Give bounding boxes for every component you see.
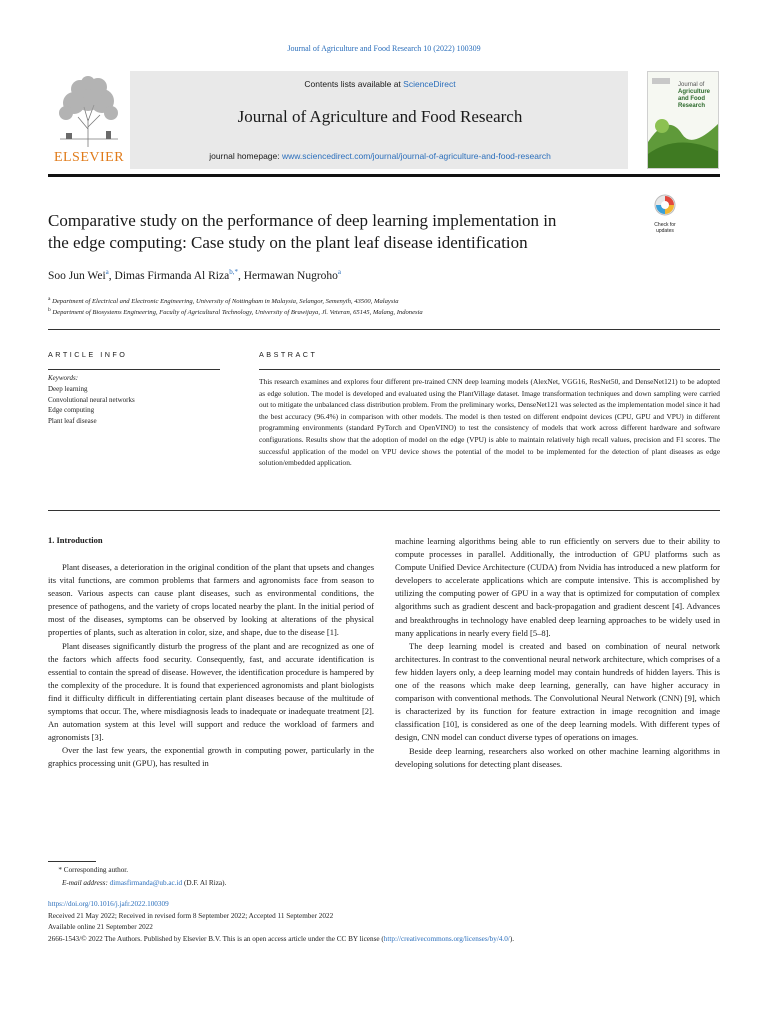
paper-title	[48, 210, 638, 254]
section-heading: 1. Introduction	[48, 535, 103, 545]
email-note	[62, 879, 226, 887]
homepage-link[interactable]: www.sciencedirect.com/journal/journal-of-agriculture-and-food-research	[281, 151, 551, 161]
received-dates: Received 21 May 2022; Received in revised form 8 September 2022; Accepted 11 September 2022	[48, 911, 334, 920]
check-for-updates-button[interactable]	[650, 193, 680, 233]
paragraph: Over the last few years, the exponential growth in computing power, particularly in the graphics processing unit (GPU), has resulted in	[48, 745, 374, 769]
body-column-left	[48, 561, 374, 771]
paragraph: Plant diseases significantly disturb the progress of the plant and are recognized as one of the factors which affects food security. Consequently, fast, and accurate identification is essential to contain the spread of disease. However, the identification procedure is hampered by the complexity of the procedure. It is found that experienced agronomists and plant biologists find it difficulty difficult in differentiating certain plant diseases because of the multitude of symptoms that occur. The, where misdiagnosis leads to inadequate or inadequate treatment [2]. An automation system at this level will support and reduce the workload of farmers and agronomists [3].	[48, 640, 374, 743]
tree-icon	[48, 71, 130, 151]
license-line	[48, 934, 514, 946]
elsevier-wordmark: ELSEVIER	[53, 150, 125, 165]
author-list: Soo Jun Wei$^a$, Dimas Firmanda Al Riza$^{b,*}$, Hermawan Nugroho$^a$	[48, 268, 342, 282]
affiliation	[48, 307, 423, 316]
keyword: Deep learning	[48, 385, 88, 393]
article-info-heading: ARTICLE INFO	[48, 350, 128, 359]
journal-cover[interactable]	[647, 71, 719, 169]
affiliation	[48, 296, 399, 305]
cover-title	[678, 82, 710, 110]
corresponding-author-note	[48, 866, 128, 874]
divider	[48, 510, 720, 511]
abstract-heading: ABSTRACT	[259, 350, 318, 359]
affiliation-sup: b	[48, 307, 51, 313]
affiliation-sup: a	[48, 296, 51, 302]
divider	[48, 329, 720, 330]
keyword: Edge computing	[48, 406, 95, 414]
divider	[259, 369, 720, 370]
paragraph: The deep learning model is created and based on combination of neural network architectures. In contrast to the conventional neural network architecture, which comprises of a few hidden layers only, a deep learning model may contain hundreds of hidden layers. This is one of the reasons which make deep learning, generally, can have higher accuracy in comparison with conventional methods. The Convolutional Neural Network (CNN) [9], which is characterized by its function for feature extraction in image recognition and image classification [10], is considered as one of the deep learning models. With different types of design, CNN model can conduct diverse types of operations on images.	[395, 640, 720, 743]
header-divider	[48, 174, 720, 177]
cover-title-line: and Food	[678, 96, 705, 102]
keywords-label: Keywords:	[48, 374, 79, 382]
title-line-2: the edge computing: Case study on the plant leaf disease identification	[48, 233, 528, 252]
author-sup[interactable]: a	[105, 268, 109, 276]
email-link[interactable]: dimasfirmanda@ub.ac.id	[109, 879, 183, 887]
divider	[48, 369, 220, 370]
email-label: E-mail address:	[62, 879, 110, 887]
author-name[interactable]: Dimas Firmanda Al Riza	[114, 269, 230, 282]
article-history	[48, 899, 514, 945]
license-link[interactable]: http://creativecommons.org/licenses/by/4.0/	[383, 934, 510, 943]
doi-link[interactable]: https://doi.org/10.1016/j.jafr.2022.100309	[48, 900, 169, 908]
footnote-divider	[48, 861, 96, 862]
keyword-list	[48, 384, 135, 426]
crossmark-label	[650, 222, 680, 234]
body-column-right	[395, 535, 720, 771]
journal-reference[interactable]: Journal of Agriculture and Food Research 10 (2022) 100309	[287, 44, 481, 53]
keyword: Convolutional neural networks	[48, 395, 135, 404]
cover-title-line: Journal of	[678, 82, 705, 88]
crossmark-label-1: Check for	[654, 222, 676, 228]
paragraph: machine learning algorithms being able to run efficiently on servers due to their ability to compute processes in parallel. Additionally, the introduction of GPU platforms such as Compute Unified Device Architecture (CUDA) from Nvidia has introduced a new platform for developers to accelerate applications which are compute intensive. This is accomplished by utilizing the computing power of GPU in a way that is optimized for computation of complex algorithms such as gradient descent and back-propagation and gradient descent [4]. Advances and breakthroughs in technology have enabled deep learning approaches to be widely used in many applications in nearly every field [5–8].	[395, 536, 720, 638]
license-suffix: ).	[509, 934, 515, 943]
paragraph: Beside deep learning, researchers also worked on other machine learning algorithms in developing solutions for detecting plant diseases.	[395, 745, 720, 769]
cover-title-line: Agriculture	[678, 89, 711, 95]
corresponding-text: Corresponding author.	[63, 866, 129, 874]
contents-available	[140, 79, 620, 89]
author-name[interactable]: Soo Jun Wei	[48, 269, 106, 282]
keyword: Plant leaf disease	[48, 416, 97, 425]
abstract-text: This research examines and explores four different pre-trained CNN deep learning models (AlexNet, VGG16, ResNet50, and DenseNet121) to be adopted as edge solution. The model is developed and evaluated using the PlantVillage dataset. Image transformation techniques and down sampling were carried out to mitigate the unbalanced class distribution problem. From the preliminary works, DenseNet121 was selected as the implementation model since it had the best accuracy (96.4%) in comparison with other models. The model is then tested on different endpoint devices (CPU, GPU and VPU) in different programming environments (standard PyTorch and OpenVINO) to test the consistency of models that work across different hardware and software configurations. Results show that the adoption of model on the edge (VPU) is able to maintain relatively high recall values, precision and F1 scores. The successful application of the model on VPU device shows the potential of the model to be implemented for the detection of plant diseases as edge solution/embedded application.	[259, 377, 720, 468]
cover-title-line: Research	[678, 103, 706, 109]
author-sup[interactable]: a	[337, 268, 342, 276]
crossmark-icon	[650, 193, 680, 217]
homepage-prefix: journal homepage:	[209, 151, 282, 161]
sciencedirect-link[interactable]: ScienceDirect	[403, 79, 456, 89]
email-suffix: (D.F. Al Riza).	[182, 879, 227, 887]
crossmark-label-2: updates	[656, 228, 674, 234]
author-sup[interactable]: b,*	[229, 268, 238, 276]
affiliation-text: Department of Electrical and Electronic Engineering, University of Nottingham in Malaysia, Selangor, Semenyih, 43500, Malaysia	[52, 298, 399, 306]
license-text: 2666-1543/© 2022 The Authors. Published by Elsevier B.V. This is an open access article under the CC BY license (	[48, 934, 384, 943]
contents-prefix: Contents lists available at	[304, 79, 404, 89]
asterisk: *	[58, 866, 62, 874]
paragraph: Plant diseases, a deterioration in the original condition of the plant that upsets and changes its vital functions, are common problems that farmers and agronomists face from season to season. Various aspects can cause plant diseases, such as environmental conditions, the presence of pathogens, and the variety of crops located nearby the plant. In the initial period of most of the diseases, symptoms can be observed by looking at alterations of the physical properties of plants, such as alteration in color, size, and shape, due to the disease [1].	[48, 562, 374, 638]
journal-homepage	[140, 151, 620, 161]
title-line-1: Comparative study on the performance of deep learning implementation in	[48, 211, 557, 230]
journal-title: Journal of Agriculture and Food Research	[237, 107, 523, 126]
author-name[interactable]: Hermawan Nugroho	[243, 269, 338, 282]
affiliation-text: Department of Biosystems Engineering, Faculty of Agricultural Technology, University of Brawijaya, Jl. Veteran, 65145, Malang, Indonesia	[52, 309, 423, 317]
available-online: Available online 21 September 2022	[48, 923, 153, 931]
